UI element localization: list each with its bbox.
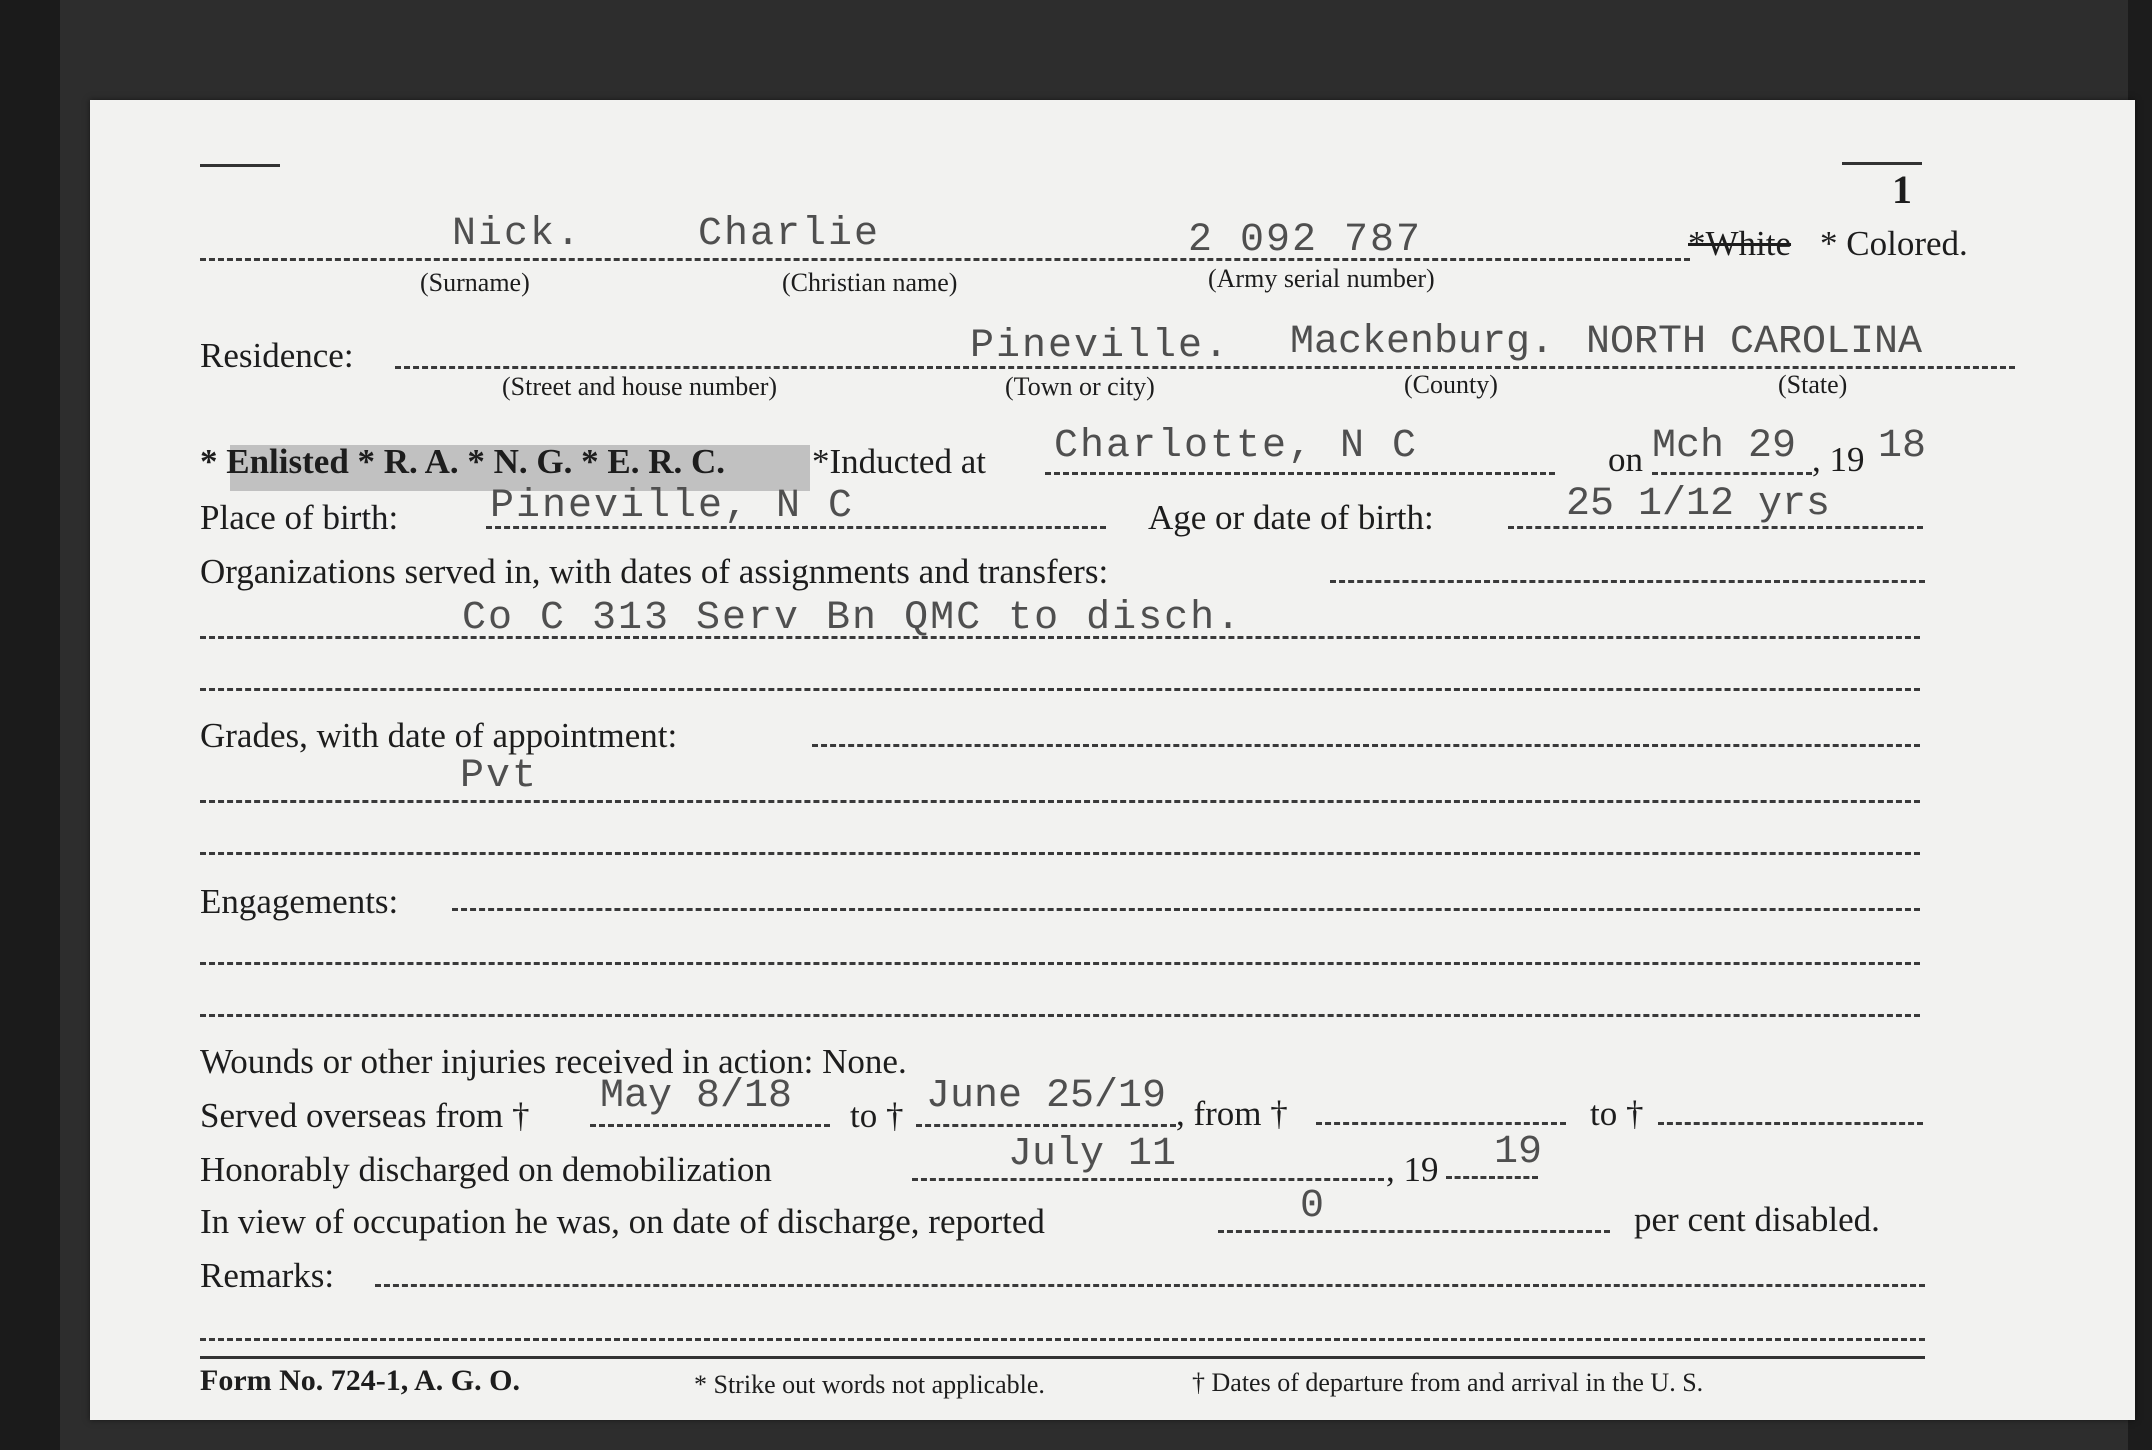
race-colored: * Colored. — [1820, 224, 1968, 263]
card-number: 1 — [1892, 167, 1912, 212]
top-right-rule — [1842, 162, 1922, 165]
organizations-line-3 — [200, 688, 1920, 691]
age-line — [1508, 526, 1923, 529]
inducted-date-value: Mch 29 — [1652, 424, 1797, 469]
residence-label: Residence: — [200, 336, 354, 375]
serial-number-value: 2 092 787 — [1188, 218, 1423, 263]
inducted-year-prefix: , 19 — [1812, 440, 1865, 479]
overseas-from-1-line — [590, 1124, 830, 1127]
grades-line-2 — [200, 800, 1920, 803]
top-left-rule — [200, 164, 280, 167]
residence-county-value: Mackenburg. — [1290, 320, 1555, 365]
inducted-place-value: Charlotte, N C — [1054, 424, 1419, 469]
surname-value: Nick. — [452, 212, 583, 257]
birth-place-label: Place of birth: — [200, 498, 399, 537]
grades-value: Pvt — [460, 754, 539, 799]
remarks-line-1 — [375, 1284, 1925, 1287]
organizations-value: Co C 313 Serv Bn QMC to disch. — [462, 596, 1243, 641]
race-white-struck: *White — [1688, 224, 1792, 263]
form-number: Form No. 724-1, A. G. O. — [200, 1364, 520, 1397]
county-caption: (County) — [1404, 370, 1498, 399]
discharge-date-value: July 11 — [1008, 1132, 1177, 1177]
overseas-to-1-line — [916, 1124, 1176, 1127]
inducted-label: *Inducted at — [812, 442, 986, 481]
town-caption: (Town or city) — [1005, 372, 1155, 401]
discharge-year-value: 19 — [1494, 1130, 1543, 1175]
remarks-line-2 — [200, 1338, 1925, 1341]
overseas-label: Served overseas from † — [200, 1096, 530, 1135]
engagements-label: Engagements: — [200, 882, 399, 921]
remarks-label: Remarks: — [200, 1256, 335, 1295]
residence-state-value: NORTH CAROLINA — [1586, 320, 1923, 365]
overseas-from-2-line — [1316, 1122, 1566, 1125]
organizations-label: Organizations served in, with dates of assignments and transfers: — [200, 552, 1109, 591]
discharge-date-line — [912, 1178, 1384, 1181]
engagements-line-3 — [200, 1014, 1920, 1017]
enlistment-options: * Enlisted * R. A. * N. G. * E. R. C. — [200, 442, 726, 481]
engagements-line-1 — [452, 908, 1920, 911]
state-caption: (State) — [1778, 370, 1848, 399]
grades-line-3 — [200, 852, 1920, 855]
overseas-to-2-label: to † — [1590, 1094, 1644, 1133]
residence-town-value: Pineville. — [970, 324, 1231, 369]
wounds-text: Wounds or other injuries received in action: None. — [200, 1042, 907, 1081]
surname-caption: (Surname) — [420, 268, 530, 297]
footer-note-strike-out: * Strike out words not applicable. — [694, 1370, 1045, 1399]
overseas-to-1-value: June 25/19 — [926, 1074, 1167, 1119]
age-label: Age or date of birth: — [1148, 498, 1434, 537]
service-record-card — [90, 100, 2135, 1420]
birth-place-line — [486, 526, 1106, 529]
street-caption: (Street and house number) — [502, 372, 778, 401]
overseas-from-label: , from † — [1176, 1094, 1288, 1133]
overseas-to-label: to † — [850, 1096, 904, 1135]
inducted-on-label: on — [1608, 440, 1643, 479]
discharge-year-prefix: , 19 — [1386, 1150, 1439, 1189]
engagements-line-2 — [200, 962, 1920, 965]
grades-line-1 — [812, 744, 1920, 747]
grades-label: Grades, with date of appointment: — [200, 716, 678, 755]
disability-label: In view of occupation he was, on date of discharge, reported — [200, 1202, 1045, 1241]
discharge-label: Honorably discharged on demobilization — [200, 1150, 772, 1189]
disability-suffix: per cent disabled. — [1634, 1200, 1880, 1239]
discharge-year-line — [1446, 1176, 1538, 1179]
disability-value: 0 — [1300, 1184, 1327, 1229]
age-value: 25 1/12 yrs — [1566, 482, 1831, 527]
organizations-line-1 — [1330, 580, 1925, 583]
christian-name-value: Charlie — [698, 212, 881, 257]
footer-note-dates: † Dates of departure from and arrival in the U. S. — [1192, 1368, 1704, 1397]
serial-number-caption: (Army serial number) — [1208, 264, 1435, 293]
disability-line — [1218, 1230, 1610, 1233]
inducted-date-line — [1652, 472, 1812, 475]
inducted-year-value: 18 — [1878, 424, 1927, 469]
background-left-edge — [0, 0, 60, 1450]
christian-name-caption: (Christian name) — [782, 268, 958, 297]
overseas-to-2-line — [1658, 1122, 1923, 1125]
name-line — [200, 258, 1690, 261]
inducted-place-line — [1045, 472, 1555, 475]
organizations-line-2 — [200, 636, 1920, 639]
footer-rule — [200, 1356, 1925, 1359]
birth-place-value: Pineville, N C — [490, 484, 855, 529]
overseas-from-1-value: May 8/18 — [600, 1074, 793, 1119]
